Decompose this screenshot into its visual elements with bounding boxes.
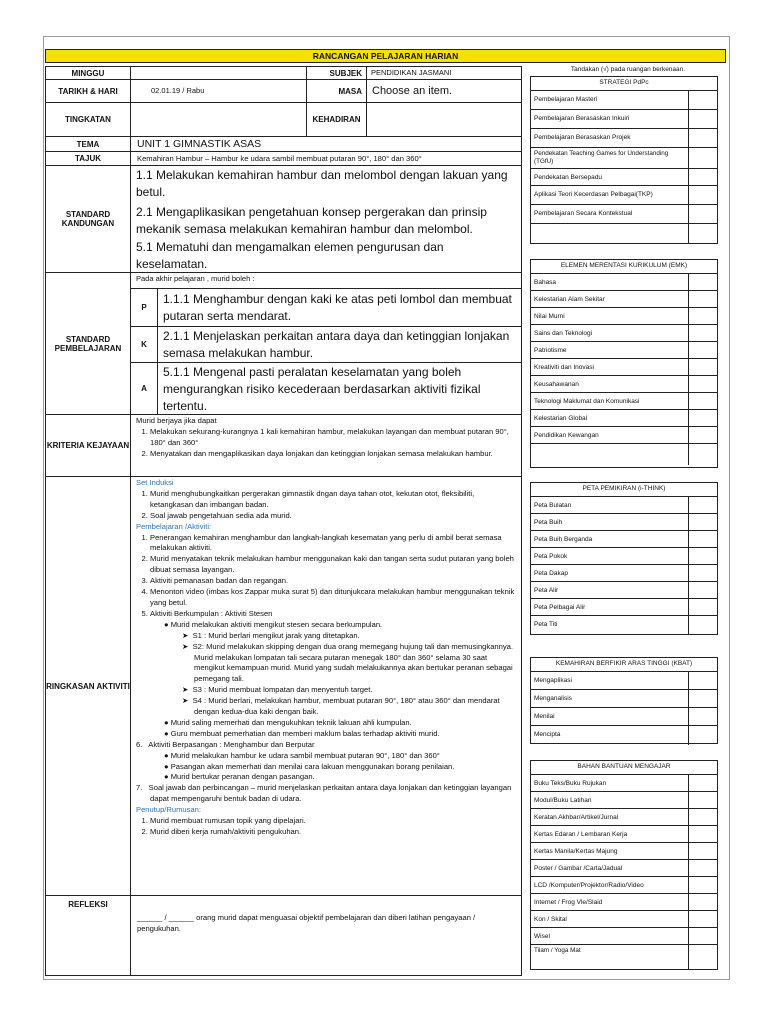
s3-text: S3 : Murid membuat lompatan dan menyentuh target. [192, 685, 373, 695]
tarikh-value[interactable]: 02.01.19 / Rabu [130, 79, 307, 103]
emk-row [531, 325, 717, 342]
ithink-checkbox[interactable] [689, 599, 717, 615]
ringkasan-content [130, 476, 522, 896]
emk-checkbox[interactable] [689, 410, 717, 426]
tingkatan-label: TINGKATAN [45, 102, 131, 137]
strategi-checkbox[interactable] [689, 169, 717, 185]
emk-row [531, 410, 717, 427]
emk-label: Kreativiti dan Inovasi [531, 359, 689, 375]
bbm-checkbox[interactable] [689, 860, 717, 876]
item-6-text: Aktiviti Berpasangan : Menghambur dan Berputar [148, 739, 315, 749]
kehadiran-label: KEHADIRAN [306, 102, 367, 137]
sk-item-3: 5.1 Mematuhi dan mengamalkan elemen pengurusan dan keselamatan. [136, 240, 444, 271]
bbm-row [531, 775, 717, 792]
strategi-table [530, 76, 718, 244]
strategi-row [531, 169, 717, 186]
ithink-row [531, 616, 717, 635]
induksi-item-1: 1. Murid menghubungkaitkan pergerakan gimnastik dngan daya tahan otot, kekutan otot, fleksibiliti, ketangkasan dan imbangan badan. [150, 489, 516, 511]
tema-value[interactable]: UNIT 1 GIMNASTIK ASAS [130, 136, 522, 152]
standard-kandungan-label: STANDARD KANDUNGAN [45, 165, 131, 273]
emk-row [531, 427, 717, 444]
bbm-checkbox[interactable] [689, 792, 717, 808]
strategi-label: Pembelajaran Masteri [531, 91, 689, 109]
bbm-checkbox[interactable] [689, 809, 717, 825]
item-7-line: 7. Soal jawab dan perbincangan – murid menjelaskan perkaitan antara daya lonjakan dan ketinggian layangan dapat mempengaruhi bentuk badan di udara. [136, 783, 512, 804]
pasangan-bullet: ● Murid melakukan hambur ke udara sambil membuat putaran 90°, 180° dan 360° [164, 750, 440, 760]
strategi-label: Pendekatan Teaching Games for Understanding (TGfU) [531, 148, 689, 168]
ithink-table [530, 482, 718, 635]
bbm-table [530, 760, 718, 970]
bbm-label: Poster / Gambar /Carta/Jadual [531, 860, 689, 876]
sp-key-k: K [130, 326, 158, 363]
refleksi-label-cell [45, 895, 131, 976]
ithink-row [531, 514, 717, 531]
s2-text: S2: Murid melakukan skipping dengan dua orang memegang hujung tali dan memusingkannya. Murid melakukan lompatan tali secara putaran menegak 180° dan 360° selama 30 saat mengikut kemampuan murid. Murid yang sudah melakukannya akan bertukar peranan sebagai pemegang tali. [192, 641, 513, 684]
emk-label: Teknologi Maklumat dan Komunikasi [531, 393, 689, 409]
subjek-label: SUBJEK [306, 66, 367, 80]
bbm-checkbox[interactable] [689, 843, 717, 859]
strategi-label: Pendekatan Bersepadu [531, 169, 689, 185]
sk-item-2: 2.1 Mengaplikasikan pengetahuan konsep pergerakan dan prinsip mekanik semasa melakukan kemahiran hambur dan melombol. [136, 205, 487, 236]
pasangan-bullet-3: Murid bertukar peranan dengan pasangan. [170, 772, 315, 782]
page-title: RANCANGAN PELAJARAN HARIAN [45, 49, 726, 63]
bbm-label: Kertas Edaran / Lembaran Kerja [531, 826, 689, 842]
emk-label: Keusahawanan [531, 376, 689, 392]
kriteria-item-2: 2. Menyatakan dan mengaplikasikan daya lonjakan dan ketinggian lonjakan semasa melakukan hambur. [150, 449, 516, 460]
sp-text-k: 2.1.1 Menjelaskan perkaitan antara daya dan ketinggian lonjakan semasa melakukan hambur. [157, 326, 522, 363]
bbm-label: Internet / Frog Vle/Slaid [531, 894, 689, 910]
ringkasan-label: RINGKASAN AKTIVITI [45, 476, 131, 896]
emk-row [531, 393, 717, 410]
bbm-label: Modul/Buku Latihan [531, 792, 689, 808]
kriteria-content [130, 414, 522, 477]
bbm-header: BAHAN BANTUAN MENGAJAR [531, 761, 717, 775]
strategi-row [531, 186, 717, 205]
ithink-label: Peta Dakap [531, 565, 689, 581]
penutup-item-2: 2. Murid diberi kerja rumah/aktiviti pengukuhan. [150, 827, 516, 838]
bbm-label: Wisel [531, 928, 689, 944]
s4-text: S4 : Murid berlari, melakukan hambur, membuat putaran 90°, 180° atau 360° dan mendarat dengan kedua-dua kaki dengan baik. [192, 696, 500, 717]
emk-label: Nilai Murni [531, 308, 689, 324]
ithink-checkbox[interactable] [689, 616, 717, 635]
pasangan-bullet-2: Pasangan akan memerhati dan menilai cara lakuan menggunakan borang penilaian. [170, 761, 455, 771]
emk-label: Kelestarian Alam Sekitar [531, 291, 689, 307]
bbm-label: Keratan Akhbar/Artikel/Jurnal [531, 809, 689, 825]
emk-label: Sains dan Teknologi [531, 325, 689, 341]
kbat-row [531, 726, 717, 745]
minggu-label: MINGGU [45, 66, 131, 80]
ithink-header: PETA PEMIKIRAN (i-THINK) [531, 483, 717, 497]
strategi-checkbox[interactable] [689, 110, 717, 128]
kbat-checkbox[interactable] [689, 726, 717, 745]
refleksi-label: REFLEKSI [68, 900, 108, 909]
kbat-label: Menganalisis [531, 690, 689, 707]
standard-pembelajaran-label: STANDARD PEMBELAJARAN [45, 272, 131, 415]
strategi-label [531, 224, 689, 243]
emk-table [530, 259, 718, 468]
kbat-header: KEMAHIRAN BERFIKIR ARAS TINGGI (KBAT) [531, 658, 717, 672]
kriteria-label: KRITERIA KEJAYAAN [45, 414, 131, 477]
emk-label: Bahasa [531, 274, 689, 290]
bbm-checkbox[interactable] [689, 775, 717, 791]
aktiviti-item-4: 4. Menonton video (imbas kos Zappar muka surat 5) dan ditunjukcara melakukan hambur menggunakan teknik yang betul. [150, 587, 516, 609]
ithink-row [531, 497, 717, 514]
ithink-row [531, 599, 717, 616]
emk-row [531, 376, 717, 393]
set-induksi-heading: Set Induksi [136, 478, 174, 487]
emk-row [531, 274, 717, 291]
stesen-bullet-1: Murid melakukan aktiviti mengikut stesen secara berkumpulan. [170, 619, 383, 629]
strategi-row [531, 148, 717, 169]
ithink-checkbox[interactable] [689, 565, 717, 581]
kehadiran-value[interactable] [366, 102, 522, 137]
emk-row [531, 291, 717, 308]
bbm-label: Tilam / Yoga Mat [531, 945, 689, 969]
subjek-value[interactable]: PENDIDIKAN JASMANI [366, 66, 522, 80]
bbm-row [531, 911, 717, 928]
ithink-row [531, 548, 717, 565]
ithink-label: Peta Pelbagai Alir [531, 599, 689, 615]
bbm-row [531, 809, 717, 826]
ithink-row [531, 531, 717, 548]
bbm-label: Buku Teks/Buku Rujukan [531, 775, 689, 791]
emk-row [531, 359, 717, 376]
induksi-item-2: 2. Soal jawab pengetahuan sedia ada murid. [150, 511, 516, 522]
bbm-checkbox[interactable] [689, 877, 717, 893]
ithink-checkbox[interactable] [689, 548, 717, 564]
emk-checkbox[interactable] [689, 444, 717, 465]
bbm-row [531, 860, 717, 877]
strategi-row [531, 205, 717, 224]
ithink-row [531, 582, 717, 599]
strategi-checkbox[interactable] [689, 205, 717, 223]
ithink-row [531, 565, 717, 582]
bbm-row [531, 843, 717, 860]
ithink-label: Peta Alir [531, 582, 689, 598]
sp-intro: Pada akhir pelajaran , murid boleh : [130, 272, 522, 289]
aktiviti-item-2: 2. Murid menyatakan teknik melakukan hambur menggunakan kaki dan tangan serta sudut putaran yang boleh dibuat semasa layangan. [150, 554, 516, 576]
sk-item-1: 1.1 Melakukan kemahiran hambur dan melombol dengan lakuan yang betul. [136, 168, 508, 199]
emk-checkbox[interactable] [689, 393, 717, 409]
emk-label: Pendidikan Kewangan [531, 427, 689, 443]
strategi-row [531, 129, 717, 148]
strategi-row [531, 110, 717, 129]
emk-checkbox[interactable] [689, 308, 717, 324]
bbm-row [531, 928, 717, 945]
ithink-label: Peta Titi [531, 616, 689, 635]
kbat-checkbox[interactable] [689, 708, 717, 725]
kbat-checkbox[interactable] [689, 672, 717, 689]
penutup-item-1: 1. Murid membuat rumusan topik yang dipelajari. [150, 816, 516, 827]
aktiviti-item-3: 3. Aktiviti pemanasan badan dan regangan. [150, 576, 516, 587]
masa-select[interactable]: Choose an item. [366, 79, 522, 103]
bbm-checkbox[interactable] [689, 826, 717, 842]
bbm-checkbox[interactable] [689, 945, 717, 969]
aktiviti-item-5: 5. Aktiviti Berkumpulan : Aktiviti Stesen [150, 609, 516, 620]
strategi-label: Aplikasi Teori Kecerdasan Pelbagai(TKP) [531, 186, 689, 204]
emk-checkbox[interactable] [689, 427, 717, 443]
ithink-label: Peta Buih [531, 514, 689, 530]
emk-label: Kelestarian Global [531, 410, 689, 426]
item-7-text: Soal jawab dan perbincangan – murid menjelaskan perkaitan antara daya lonjakan dan ketinggian layangan dapat mempengaruhi bentuk badan di udara. [148, 783, 512, 804]
stesen-bullet-3: Guru membuat pemerhatian dan memberi maklum balas terhadap aktiviti murid. [170, 728, 440, 738]
bbm-row [531, 894, 717, 911]
ithink-checkbox[interactable] [689, 514, 717, 530]
sp-key-p: P [130, 288, 158, 327]
kbat-table [530, 657, 718, 744]
strategi-row [531, 91, 717, 110]
ithink-label: Peta Buih Berganda [531, 531, 689, 547]
s2-line: ➤ S2: Murid melakukan skipping dengan dua orang memegang hujung tali dan memusingkannya. Murid melakukan lompatan tali secara putaran menegak 180° dan 360° selama 30 saat mengikut kemampuan murid. Murid yang sudah melakukannya akan bertukar peranan sebagai pemegang tali. [182, 641, 513, 684]
tema-label: TEMA [45, 136, 131, 152]
masa-label: MASA [306, 79, 367, 103]
kriteria-intro: Murid berjaya jika dapat [136, 416, 217, 425]
s4-line: ➤ S4 : Murid berlari, melakukan hambur, membuat putaran 90°, 180° atau 360° dan mendarat dengan kedua-dua kaki dengan baik. [182, 696, 500, 717]
minggu-value[interactable] [130, 66, 307, 80]
bbm-checkbox[interactable] [689, 928, 717, 944]
bbm-checkbox[interactable] [689, 911, 717, 927]
tandakan-note: Tandakan (√) pada ruangan berkenaan. [570, 66, 686, 73]
s3-line: ➤ S3 : Murid membuat lompatan dan menyentuh target. [182, 685, 373, 695]
kbat-row [531, 672, 717, 690]
stesen-bullet: ● Guru membuat pemerhatian dan memberi maklum balas terhadap aktiviti murid. [164, 728, 440, 738]
bbm-row [531, 826, 717, 843]
emk-row [531, 308, 717, 325]
penutup-heading: Penutup/Rumusan: [136, 805, 202, 815]
s1-line: ➤ S1 : Murid berlari mengikut jarak yang ditetapkan. [182, 630, 360, 640]
bbm-row [531, 945, 717, 969]
emk-row [531, 444, 717, 465]
ithink-checkbox[interactable] [689, 582, 717, 598]
bbm-row [531, 877, 717, 894]
strategi-row [531, 224, 717, 243]
bbm-row [531, 792, 717, 809]
pasangan-bullet: ● Murid bertukar peranan dengan pasangan. [164, 772, 315, 782]
emk-header: ELEMEN MERENTASI KURIKULUM (EMK) [531, 260, 717, 274]
bbm-label: Kon / Skital [531, 911, 689, 927]
strategi-checkbox[interactable] [689, 224, 717, 243]
stesen-bullet-2: Murid saling memerhati dan mengukuhkan teknik lakuan ahli kumpulan. [170, 717, 412, 727]
item-6-line: 6. Aktiviti Berpasangan : Menghambur dan Berputar [136, 739, 315, 749]
emk-checkbox[interactable] [689, 342, 717, 358]
pembelajaran-heading: Pembelajaran /Aktiviti: [136, 521, 212, 531]
emk-label: Patriotisme [531, 342, 689, 358]
ithink-checkbox[interactable] [689, 531, 717, 547]
emk-row [531, 342, 717, 359]
aktiviti-item-1: 1. Penerangan kemahiran menghambur dan langkah-langkah kesematan yang perlu di ambil berat semasa melakukan aktiviti. [150, 533, 516, 555]
tarikh-label: TARIKH & HARI [45, 79, 131, 103]
emk-checkbox[interactable] [689, 359, 717, 375]
emk-checkbox[interactable] [689, 376, 717, 392]
ithink-label: Peta Pokok [531, 548, 689, 564]
emk-checkbox[interactable] [689, 274, 717, 290]
emk-checkbox[interactable] [689, 291, 717, 307]
stesen-bullet: ● Murid saling memerhati dan mengukuhkan teknik lakuan ahli kumpulan. [164, 717, 412, 727]
bbm-checkbox[interactable] [689, 894, 717, 910]
kriteria-item-1: 1. Melakukan sekurang-kurangnya 1 kali kemahiran hambur, melakukan layangan dan membuat putaran 90°, 180° dan 360° [150, 427, 516, 449]
strategi-checkbox[interactable] [689, 129, 717, 147]
tajuk-label: TAJUK [45, 151, 131, 166]
strategi-header: STRATEGI PdPc [531, 77, 717, 91]
pasangan-bullet: ● Pasangan akan memerhati dan menilai cara lakuan menggunakan borang penilaian. [164, 761, 455, 771]
strategi-label: Pembelajaran Berasaskan Inkuiri [531, 110, 689, 128]
kbat-label: Mengaplikasi [531, 672, 689, 689]
tingkatan-value[interactable] [130, 102, 307, 137]
bbm-label: Kertas Manila/Kertas Majung [531, 843, 689, 859]
sp-key-a: A [130, 362, 158, 415]
kbat-checkbox[interactable] [689, 690, 717, 707]
s1-text: S1 : Murid berlari mengikut jarak yang ditetapkan. [192, 630, 360, 640]
strategi-checkbox[interactable] [689, 186, 717, 204]
bbm-label: LCD /Komputer/Projektor/Radio/Video [531, 877, 689, 893]
emk-checkbox[interactable] [689, 325, 717, 341]
emk-label [531, 444, 689, 465]
ithink-checkbox[interactable] [689, 497, 717, 513]
tajuk-value[interactable]: Kemahiran Hambur – Hambur ke udara sambil membuat putaran 90°, 180° dan 360° [130, 151, 522, 166]
kbat-row [531, 708, 717, 726]
sp-text-a: 5.1.1 Mengenal pasti peralatan keselamatan yang boleh mengurangkan risiko kecederaan berdasarkan aktiviti fizikal tertentu. [157, 362, 522, 415]
standard-kandungan-content [130, 165, 522, 273]
refleksi-text[interactable]: ______ / ______ orang murid dapat menguasai objektif pembelajaran dan diberi latihan pengayaan / pengukuhan. [130, 895, 522, 976]
strategi-checkbox[interactable] [689, 148, 717, 168]
stesen-bullet: ● Murid melakukan aktiviti mengikut stesen secara berkumpulan. [164, 619, 383, 629]
strategi-label: Pembelajaran Secara Kontekstual [531, 205, 689, 223]
strategi-label: Pembelajaran Berasaskan Projek [531, 129, 689, 147]
kbat-label: Mencipta [531, 726, 689, 745]
strategi-checkbox[interactable] [689, 91, 717, 109]
kbat-row [531, 690, 717, 708]
sp-text-p: 1.1.1 Menghambur dengan kaki ke atas peti lombol dan membuat putaran serta mendarat. [157, 288, 522, 327]
kbat-label: Menilai [531, 708, 689, 725]
pasangan-bullet-1: Murid melakukan hambur ke udara sambil membuat putaran 90°, 180° dan 360° [170, 750, 440, 760]
ithink-label: Peta Bulatan [531, 497, 689, 513]
